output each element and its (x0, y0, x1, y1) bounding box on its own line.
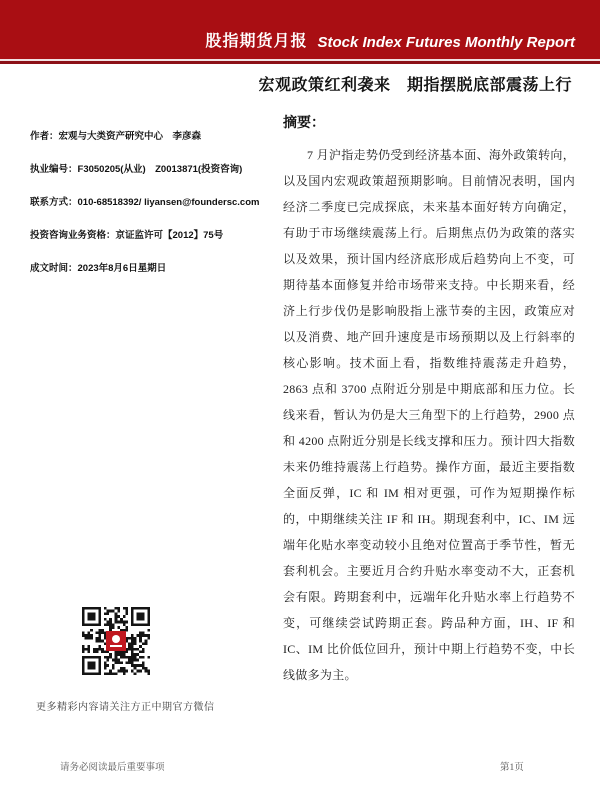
footer-page-number: 第1页 (500, 763, 524, 773)
logo-mark-icon (112, 635, 120, 643)
meta-license-no-label: 执业编号： (30, 164, 78, 175)
meta-date-label: 成文时间： (30, 263, 78, 274)
report-title: 宏观政策红利袭来 期指摆脱底部震荡上行 (258, 77, 572, 94)
header-banner (0, 0, 600, 59)
wechat-caption: 更多精彩内容请关注方正中期官方微信 (36, 702, 215, 713)
meta-column (30, 130, 272, 295)
banner-title-zh: 股指期货月报 (205, 33, 308, 50)
footer-disclaimer: 请务必阅读最后重要事项 (60, 763, 165, 773)
qr-center-logo-icon (106, 631, 126, 651)
logo-bar-icon (110, 645, 122, 647)
abstract-heading: 摘要： (283, 114, 325, 130)
meta-date-value: 2023年8月6日星期日 (77, 263, 167, 274)
meta-qualification-value: 京证监许可【2012】75号 (115, 230, 224, 241)
banner-title-en: Stock Index Futures Monthly Report (317, 34, 575, 51)
meta-author (30, 130, 272, 143)
meta-license-no-value: F3050205(从业) Z0013871(投资咨询) (77, 164, 243, 175)
meta-contact (30, 196, 272, 209)
meta-qualification-label: 投资咨询业务资格： (30, 230, 116, 241)
meta-date (30, 262, 272, 275)
wechat-qr (82, 607, 150, 675)
banner-rule (0, 61, 600, 64)
abstract-section (283, 112, 575, 688)
meta-license-no (30, 163, 272, 176)
meta-author-label: 作者： (30, 131, 59, 142)
meta-qualification (30, 229, 272, 242)
meta-contact-label: 联系方式： (30, 197, 78, 208)
meta-author-value: 宏观与大类资产研究中心 李彦森 (58, 131, 202, 142)
abstract-paragraph: 7 月沪指走势仍受到经济基本面、海外政策转向，以及国内宏观政策超预期影响。目前情况表明，国内经济二季度已完成探底，未来基本面好转方向确定，有助于市场继续震荡上行。后期焦点仍为政策的落实以及效果，预计国内经济底形成后趋势向上不变，可期待基本面修复并给市场带来支持。中长期来看，经济上行步伐仍是影响股指上涨节奏的主因，政策应对以及消费、地产回升速度是市场预期以及上行斜率的核心影响。技术面上看，指数维持震荡走升趋势，2863 点和 3700 点附近分别是中期底部和压力位。长线来看，暂认为仍是大三角型下的上行趋势，2900 点和 4200 点附近分别是长线支撑和压力。预计四大指数未来仍维持震荡上行趋势。操作方面，最近主要指数全面反弹，IC 和 IM 相对更强，可作为短期操作标的，中期继续关注 IF 和 IH。期现套利中，IC、IM 远端年化贴水率变动较小且绝对位置高于季节性，暂无套利机会。主要近月合约升贴水率变动不大，正套机会有限。跨期套利中，远端年化升贴水率上行趋势不变，可继续尝试跨期正套。跨品种方面，IH、IF 和 IC、IM 比价低位回升，预计中期上行趋势不变，中长线做多为主。 (283, 148, 575, 682)
meta-contact-value: 010-68518392/ liyansen@foundersc.com (77, 197, 260, 208)
